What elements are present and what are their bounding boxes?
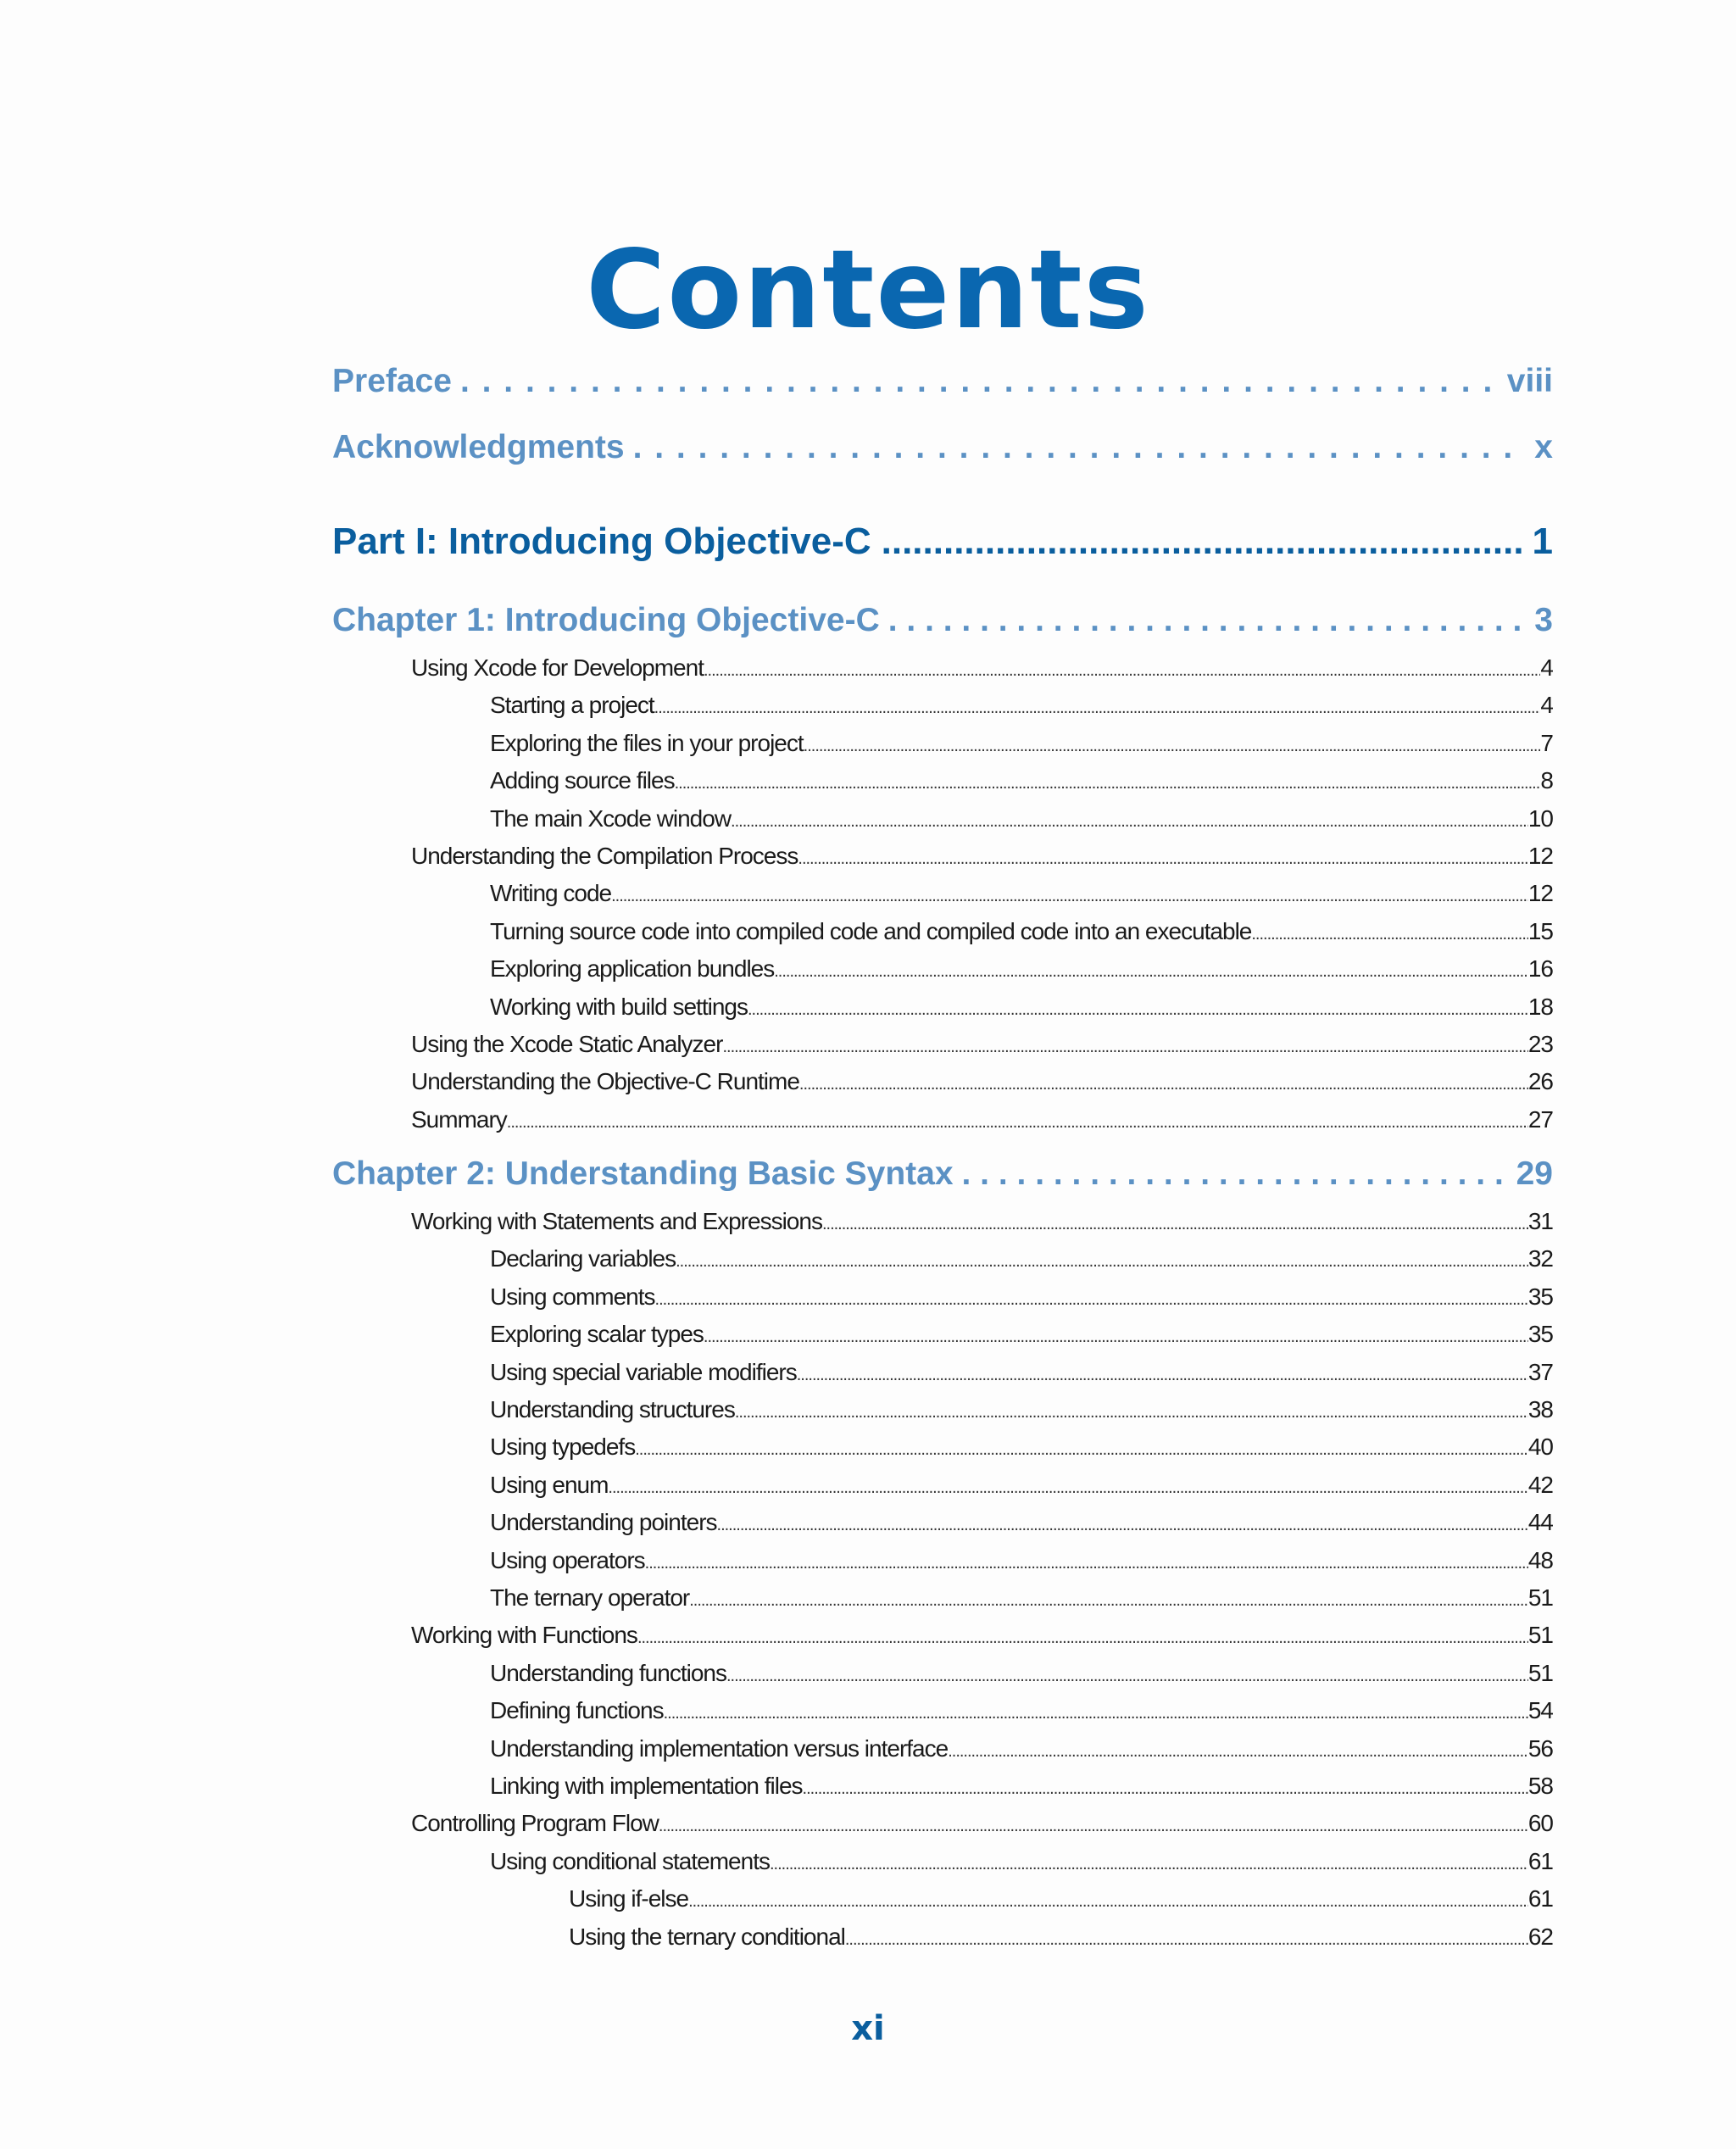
toc-page-number: 44 bbox=[1527, 1509, 1553, 1536]
toc-part-label: Part I: Introducing Objective-C bbox=[332, 521, 871, 562]
toc-entry[interactable] bbox=[332, 1106, 1553, 1144]
toc-page-number: 8 bbox=[1540, 767, 1553, 794]
dot-leader bbox=[735, 1403, 1528, 1422]
dot-leader bbox=[659, 1817, 1528, 1836]
dot-leader bbox=[654, 699, 1541, 718]
dot-leader bbox=[770, 1855, 1528, 1874]
toc-page-number: viii bbox=[1506, 363, 1553, 399]
toc-entry[interactable] bbox=[332, 1031, 1553, 1068]
toc-front-matter-acknowledgments[interactable] bbox=[332, 429, 1553, 495]
toc-entry-label: Using comments bbox=[490, 1283, 655, 1310]
toc-page-number: 35 bbox=[1527, 1283, 1553, 1310]
dot-leader bbox=[637, 1628, 1528, 1648]
toc-entry-label: Using enum bbox=[490, 1471, 609, 1498]
toc-page-number: 27 bbox=[1527, 1105, 1553, 1133]
dot-leader bbox=[722, 1038, 1527, 1057]
toc-entry-label: Using typedefs bbox=[490, 1434, 636, 1461]
toc-entry-label: Linking with implementation files bbox=[490, 1772, 803, 1799]
toc-entry-label: Exploring scalar types bbox=[490, 1321, 704, 1348]
dot-leader bbox=[507, 1113, 1528, 1133]
dot-leader bbox=[803, 1779, 1528, 1799]
toc-entry[interactable] bbox=[332, 1245, 1553, 1283]
dot-leader bbox=[675, 774, 1541, 793]
toc-entry-label: Turning source code into compiled code and compiled code into an executable bbox=[490, 917, 1252, 944]
dot-leader bbox=[804, 737, 1541, 756]
toc-entry[interactable] bbox=[332, 767, 1553, 804]
toc-entry[interactable] bbox=[332, 880, 1553, 917]
dot-leader bbox=[748, 1000, 1528, 1020]
toc-entry-label: Using if-else bbox=[569, 1885, 689, 1912]
toc-front-matter-preface[interactable] bbox=[332, 363, 1553, 429]
toc-entry[interactable] bbox=[332, 1810, 1553, 1847]
toc-entry-label: Declaring variables bbox=[490, 1245, 676, 1272]
toc-entry-label: Using special variable modifiers bbox=[490, 1358, 797, 1385]
toc-entry-label: Defining functions bbox=[490, 1697, 664, 1724]
toc-entry-label: Exploring the files in your project bbox=[490, 729, 804, 756]
dot-leader bbox=[704, 1328, 1528, 1347]
toc-page-number: 62 bbox=[1527, 1923, 1553, 1950]
toc-page-number: 7 bbox=[1540, 729, 1553, 756]
toc-page-number: 15 bbox=[1527, 917, 1553, 944]
table-of-contents bbox=[332, 363, 1553, 1961]
toc-page-number: 23 bbox=[1527, 1030, 1553, 1057]
toc-label: Preface bbox=[332, 363, 452, 399]
dot-leader bbox=[731, 812, 1528, 832]
toc-page-number: 18 bbox=[1527, 993, 1553, 1020]
toc-chapter-2[interactable] bbox=[332, 1155, 1553, 1208]
toc-page-number: 42 bbox=[1527, 1471, 1553, 1498]
toc-entry[interactable] bbox=[332, 918, 1553, 955]
toc-page-number: 1 bbox=[1532, 521, 1553, 562]
toc-page-number: 35 bbox=[1527, 1321, 1553, 1348]
toc-page-number: 58 bbox=[1527, 1772, 1553, 1799]
toc-entry[interactable] bbox=[332, 1509, 1553, 1546]
toc-entry-label: Using the Xcode Static Analyzer bbox=[411, 1030, 723, 1057]
toc-entry[interactable] bbox=[332, 1924, 1553, 1961]
toc-entry-label: Writing code bbox=[490, 880, 612, 907]
toc-entry[interactable] bbox=[332, 1848, 1553, 1885]
dot-leader bbox=[717, 1516, 1528, 1535]
toc-entry-label: Using the ternary conditional bbox=[569, 1923, 845, 1950]
toc-entry-label: Working with build settings bbox=[490, 993, 748, 1020]
toc-entry[interactable] bbox=[332, 1068, 1553, 1105]
toc-page-number: 26 bbox=[1527, 1068, 1553, 1095]
dot-leader bbox=[888, 602, 1527, 639]
toc-page-number: 54 bbox=[1527, 1697, 1553, 1724]
toc-page-number: 56 bbox=[1527, 1734, 1553, 1762]
dot-leader bbox=[635, 1440, 1528, 1460]
dot-leader bbox=[845, 1930, 1528, 1950]
dot-leader bbox=[704, 661, 1540, 681]
dot-leader bbox=[726, 1667, 1528, 1686]
toc-entry[interactable] bbox=[332, 955, 1553, 993]
toc-chapter-label: Chapter 2: Understanding Basic Syntax bbox=[332, 1155, 954, 1193]
toc-page-number: 12 bbox=[1527, 880, 1553, 907]
toc-entry-label: Starting a project bbox=[490, 692, 654, 719]
toc-page-number: 31 bbox=[1527, 1208, 1553, 1235]
toc-chapter-label: Chapter 1: Introducing Objective-C bbox=[332, 602, 880, 638]
toc-page-number: 61 bbox=[1527, 1847, 1553, 1874]
dot-leader bbox=[633, 429, 1527, 466]
dot-leader bbox=[774, 962, 1528, 982]
toc-entry[interactable] bbox=[332, 1547, 1553, 1584]
toc-page-number: 4 bbox=[1540, 654, 1553, 681]
toc-entry-label: Using operators bbox=[490, 1546, 645, 1573]
toc-page-number: x bbox=[1534, 429, 1553, 465]
page-number: xi bbox=[851, 2009, 885, 2048]
dot-leader bbox=[799, 1075, 1528, 1094]
toc-page-number: 29 bbox=[1516, 1155, 1553, 1193]
toc-entry-label: Using Xcode for Development bbox=[411, 654, 704, 681]
dot-leader bbox=[797, 1366, 1528, 1385]
toc-entry[interactable] bbox=[332, 692, 1553, 729]
dot-leader bbox=[664, 1704, 1528, 1723]
toc-entry[interactable] bbox=[332, 654, 1553, 692]
toc-page-number: 60 bbox=[1527, 1810, 1553, 1837]
toc-label: Acknowledgments bbox=[332, 429, 625, 465]
dot-leader bbox=[1251, 925, 1527, 944]
toc-entry-label: Understanding the Objective-C Runtime bbox=[411, 1068, 799, 1095]
toc-entry-label: Understanding the Compilation Process bbox=[411, 842, 798, 869]
toc-entry[interactable] bbox=[332, 994, 1553, 1031]
toc-entry[interactable] bbox=[332, 1885, 1553, 1923]
toc-entry[interactable] bbox=[332, 805, 1553, 843]
toc-entry-label: Controlling Program Flow bbox=[411, 1810, 659, 1837]
toc-page-number: 40 bbox=[1527, 1434, 1553, 1461]
dot-leader bbox=[645, 1554, 1528, 1573]
toc-entry-label: Working with Statements and Expressions bbox=[411, 1208, 822, 1235]
toc-page-number: 3 bbox=[1534, 602, 1553, 638]
dot-leader bbox=[611, 887, 1528, 906]
toc-page-number: 38 bbox=[1527, 1396, 1553, 1423]
toc-chapters bbox=[332, 602, 1553, 1961]
toc-entry-label: Understanding pointers bbox=[490, 1509, 717, 1536]
toc-entry-label: Exploring application bundles bbox=[490, 955, 775, 983]
toc-entry-label: Adding source files bbox=[490, 767, 675, 794]
dot-leader bbox=[608, 1478, 1527, 1498]
toc-entry[interactable] bbox=[332, 1773, 1553, 1810]
toc-page-number: 32 bbox=[1527, 1245, 1553, 1272]
toc-page-number: 51 bbox=[1527, 1584, 1553, 1611]
toc-entry[interactable] bbox=[332, 1584, 1553, 1622]
toc-page-number: 48 bbox=[1527, 1546, 1553, 1573]
toc-entry[interactable] bbox=[332, 1359, 1553, 1396]
dot-leader bbox=[676, 1252, 1528, 1272]
toc-entry-label: Using conditional statements bbox=[490, 1847, 770, 1874]
page-title: Contents bbox=[586, 227, 1150, 354]
toc-page-number: 37 bbox=[1527, 1358, 1553, 1385]
toc-entry[interactable] bbox=[332, 1622, 1553, 1659]
toc-entry[interactable] bbox=[332, 730, 1553, 767]
dot-leader bbox=[962, 1155, 1508, 1193]
toc-page-number: 10 bbox=[1527, 804, 1553, 832]
toc-page-number: 51 bbox=[1527, 1659, 1553, 1686]
toc-page-number: 4 bbox=[1540, 692, 1553, 719]
toc-entry[interactable] bbox=[332, 1697, 1553, 1734]
dot-leader bbox=[460, 363, 1499, 400]
toc-entry[interactable] bbox=[332, 1660, 1553, 1697]
toc-entry[interactable] bbox=[332, 1283, 1553, 1321]
dot-leader bbox=[655, 1290, 1528, 1310]
toc-page-number: 16 bbox=[1527, 955, 1553, 983]
dot-leader bbox=[689, 1591, 1528, 1611]
toc-entry[interactable] bbox=[332, 843, 1553, 880]
dot-leader bbox=[688, 1892, 1528, 1912]
toc-entry[interactable] bbox=[332, 1735, 1553, 1773]
toc-page-number: 12 bbox=[1527, 842, 1553, 869]
toc-part[interactable] bbox=[332, 521, 1553, 597]
toc-entry[interactable] bbox=[332, 1472, 1553, 1509]
toc-entry[interactable] bbox=[332, 1396, 1553, 1434]
toc-entry-label: Working with Functions bbox=[411, 1622, 637, 1649]
toc-entry-label: Summary bbox=[411, 1105, 507, 1133]
toc-entry-label: Understanding structures bbox=[490, 1396, 735, 1423]
toc-page-number: 61 bbox=[1527, 1885, 1553, 1912]
toc-entry-label: The main Xcode window bbox=[490, 804, 732, 832]
dot-leader bbox=[948, 1742, 1528, 1762]
toc-entry[interactable] bbox=[332, 1321, 1553, 1358]
dot-leader bbox=[882, 521, 1526, 563]
toc-entry-label: Understanding implementation versus interface bbox=[490, 1734, 949, 1762]
toc-chapter-1[interactable] bbox=[332, 602, 1553, 654]
toc-entry-label: The ternary operator bbox=[490, 1584, 690, 1611]
toc-entry[interactable] bbox=[332, 1208, 1553, 1245]
dot-leader bbox=[798, 849, 1527, 869]
dot-leader bbox=[822, 1215, 1528, 1234]
toc-page-number: 51 bbox=[1527, 1622, 1553, 1649]
toc-entry[interactable] bbox=[332, 1434, 1553, 1471]
toc-entry-label: Understanding functions bbox=[490, 1659, 726, 1686]
